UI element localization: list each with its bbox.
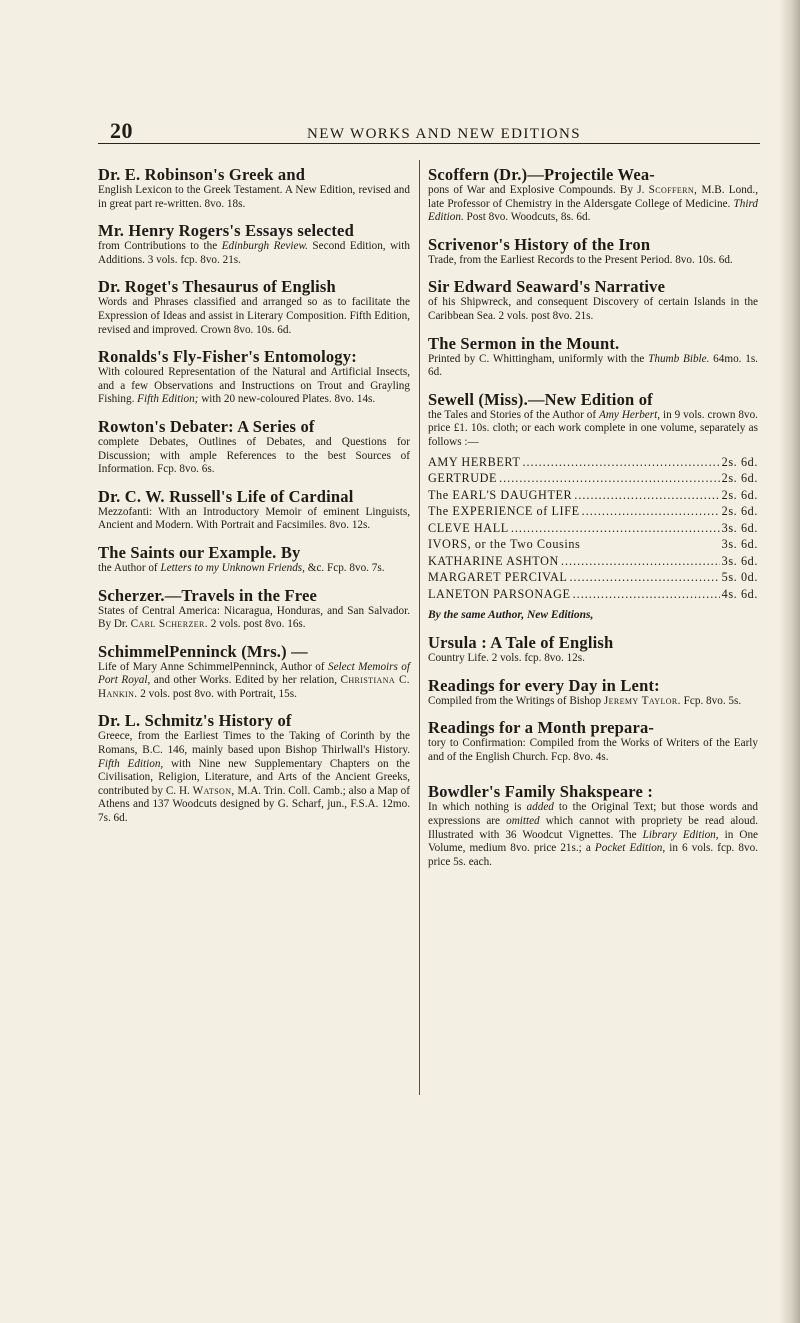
entry-title: Dr. E. Robinson's Greek and [98,165,306,184]
entry-title: Sir Edward Seaward's Narrative [428,277,666,297]
entry-body: Printed by C. Whittingham, uniformly with the Thumb Bible. 64mo. 1s. 6d. [428,352,758,379]
header-rule [98,143,760,144]
entry-bowdler-shakspeare [428,782,758,869]
left-column [98,165,410,836]
entry-sermon-mount [428,334,758,380]
entry-saints-example [98,543,410,576]
entry-body: In which nothing is added to the Original Text; but those words and expressions are omitted which cannot with propriety be read aloud. Illustrated with 36 Woodcut Vignettes. The Library Edition, in One Volume, medium 8vo. price 21s.; a Pocket Edition, in 6 vols. fcp. 8vo. price 5s. each. [428,801,759,868]
entry-title: Ronalds's Fly-Fisher's Entomology: [98,347,357,367]
entry-body: Compiled from the Writings of Bishop Jeremy Taylor. Fcp. 8vo. 5s. [428,694,742,707]
entry-scherzer-travels [98,586,410,632]
list-item: AMY HERBERT ..... 2s. 6d. [428,454,758,471]
entry-rowton-debater [98,417,410,477]
page-header [68,88,768,143]
entry-schmitz-greece [98,711,410,825]
entry-readings-lent [428,676,758,709]
entry-title: Scoffern (Dr.)—Projectile Wea- [428,165,655,184]
right-column [428,165,758,879]
entry-title: Dr. C. W. Russell's Life of Cardinal [98,486,354,506]
entry-title: Dr. L. Schmitz's History of [98,711,292,731]
entry-roget-thesaurus [98,277,410,337]
entry-body: Country Life. 2 vols. fcp. 8vo. 12s. [428,652,585,665]
entry-ursula [428,633,758,666]
entry-scoffern-projectiles [428,165,758,225]
list-item: The EARL'S DAUGHTER ..... 2s. 6d. [428,487,758,504]
page-number: 20 [110,118,133,143]
entry-body: from Contributions to the Edinburgh Review. Second Edition, with Additions. 3 vols. fcp. 8vo. 21s. [98,240,410,266]
running-head: NEW WORKS AND NEW EDITIONS [307,126,581,142]
entry-robinson-lexicon [98,165,410,211]
entry-sewell-tales [428,390,758,623]
entry-seaward-narrative [428,277,758,323]
entry-title: Readings for every Day in Lent: [428,675,660,695]
entry-title: Bowdler's Family Shakspeare : [428,782,654,802]
list-item: LANETON PARSONAGE ..... 4s. 6d. [428,586,758,603]
list-item: GERTRUDE ..... 2s. 6d. [428,470,758,487]
entry-body: tory to Confirmation: Compiled from the Works of Writers of the Early and of the English Church. Fcp. 8vo. 4s. [428,737,758,763]
column-divider [419,160,420,1095]
entry-title: SchimmelPenninck (Mrs.) — [98,641,308,661]
entry-body: Words and Phrases classified and arranged so as to facilitate the Expression of Ideas and assist in Literary Composition. Fifth Edition, revised and improved. Crown 8vo. 10s. 6d. [98,296,410,336]
page-edge-shadow [778,0,800,1323]
list-item: CLEVE HALL ..... 3s. 6d. [428,520,758,537]
entry-body: of his Shipwreck, and consequent Discovery of certain Islands in the Caribbean Sea. 2 vols. post 8vo. 21s. [428,296,758,322]
list-item: The EXPERIENCE of LIFE ..... 2s. 6d. [428,503,758,520]
entry-title: Dr. Roget's Thesaurus of English [98,277,336,297]
list-item: IVORS, or the Two Cousins 3s. 6d. [428,537,758,552]
entry-title: Scrivenor's History of the Iron [428,234,651,254]
entry-body: States of Central America: Nicaragua, Honduras, and San Salvador. By Dr. Carl Scherzer. 2 vols. post 8vo. 16s. [98,604,410,631]
entry-title: Scherzer.—Travels in the Free [98,585,318,605]
entry-rogers-essays [98,221,410,267]
entry-body: English Lexicon to the Greek Testament. A New Edition, revised and in great part re-written. 8vo. 18s. [98,184,410,210]
entry-title: The Sermon in the Mount. [428,333,620,353]
entry-russell-mezzofanti [98,487,410,533]
sewell-titles-list [428,454,758,603]
entry-body: With coloured Representation of the Natural and Artificial Insects, and a few Observations and Instructions on Trout and Grayling Fishing. Fifth Edition; with 20 new-coloured Plates. 8vo. 14s. [98,366,410,406]
entry-body: Mezzofanti: With an Introductory Memoir of eminent Linguists, Ancient and Modern. With Portrait and Facsimiles. 8vo. 12s. [98,505,410,532]
entry-title: Mr. Henry Rogers's Essays selected [98,221,354,241]
list-item: KATHARINE ASHTON ..... 3s. 6d. [428,553,758,570]
entry-title: Ursula : A Tale of English [428,633,614,653]
entry-title: The Saints our Example. By [98,542,301,562]
entry-ronalds-entomology [98,347,410,407]
entry-body: the Author of Letters to my Unknown Friends, &c. Fcp. 8vo. 7s. [98,561,385,574]
entry-scrivenor-iron [428,235,758,268]
entry-body: complete Debates, Outlines of Debates, and Questions for Discussion; with ample References to the best Sources of Information. Fcp. 8vo. 6s. [98,435,410,476]
entry-title: Rowton's Debater: A Series of [98,416,315,436]
entry-schimmelpenninck [98,642,410,702]
list-item: MARGARET PERCIVAL ..... 5s. 0d. [428,569,758,586]
same-author-byline: By the same Author, New Editions, [428,609,594,622]
entry-body: Greece, from the Earliest Times to the Taking of Corinth by the Romans, B.C. 146, mainly based upon Bishop Thirlwall's History. Fifth Edition, with Nine new Supplementary Chapters on the Civilisation, Religion, Literature, and Arts of the Ancient Greeks, contributed by C. H. Watson, M.A. Trin. Coll. Camb.; also a Map of Athens and 137 Woodcuts designed by G. Scharf, jun., F.S.A. 12mo. 7s. 6d. [98,730,410,825]
entry-readings-month [428,718,758,764]
entry-body: pons of War and Explosive Compounds. By J. Scoffern, M.B. Lond., late Professor of Chemistry in the Aldersgate College of Medicine. Third Edition. Post 8vo. Woodcuts, 8s. 6d. [428,184,758,224]
entry-title: Sewell (Miss).—New Edition of [428,389,653,409]
entry-body: Life of Mary Anne SchimmelPenninck, Author of Select Memoirs of Port Royal, and other Works. Edited by her relation, Christiana C. Hankin. 2 vols. post 8vo. with Portrait, 15s. [98,660,411,700]
entry-body: Trade, from the Earliest Records to the Present Period. 8vo. 10s. 6d. [428,253,733,266]
entry-body: the Tales and Stories of the Author of Amy Herbert, in 9 vols. crown 8vo. price £1. 10s. cloth; or each work complete in one volume, separately as follows :— [428,408,758,448]
entry-title: Readings for a Month prepara- [428,718,655,738]
